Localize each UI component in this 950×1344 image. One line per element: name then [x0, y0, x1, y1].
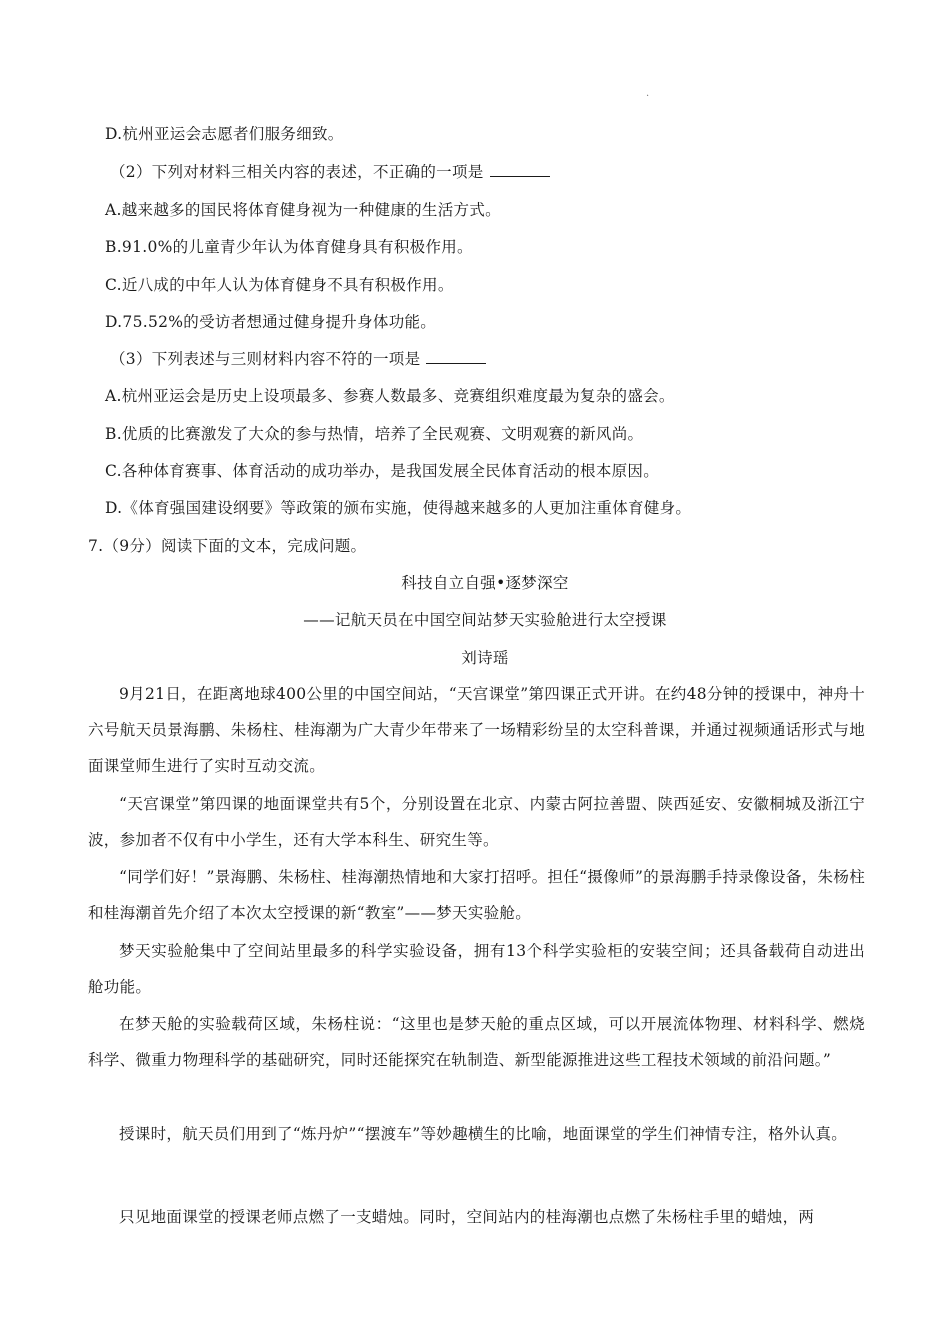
article-paragraph: 梦天实验舱集中了空间站里最多的科学实验设备，拥有13个科学实验柜的安装空间；还具备载荷自动进出舱功能。: [88, 942, 865, 996]
q6-sub3-stem-text: （3）下列表述与三则材料内容不符的一项是: [110, 350, 421, 368]
q6-sub2-option-c: C.近八成的中年人认为体育健身不具有积极作用。: [105, 276, 454, 294]
q6-sub2-stem: [110, 162, 870, 182]
answer-blank: [426, 349, 486, 364]
article-author: 刘诗瑶: [461, 649, 509, 667]
article-paragraph: 在梦天舱的实验载荷区域，朱杨柱说：“这里也是梦天舱的重点区域，可以开展流体物理、材料科学、燃烧科学、微重力物理科学的基础研究，同时还能探究在轨制造、新型能源推进这些工程技术领域的前沿问题。”: [88, 1015, 865, 1069]
q6-sub3-option-a: A.杭州亚运会是历史上设项最多、参赛人数最多、竞赛组织难度最为复杂的盛会。: [105, 387, 675, 405]
q6-sub2-option-b: B.91.0%的儿童青少年认为体育健身具有积极作用。: [105, 238, 473, 256]
q6-sub3-option-c: C.各种体育赛事、体育活动的成功举办，是我国发展全民体育活动的根本原因。: [105, 462, 660, 480]
header-mark: .: [646, 88, 650, 99]
q6-prev-option-d: D.杭州亚运会志愿者们服务细致。: [105, 125, 344, 143]
article-paragraph: “天宫课堂”第四课的地面课堂共有5个，分别设置在北京、内蒙古阿拉善盟、陕西延安、安徽桐城及浙江宁波，参加者不仅有中小学生，还有大学本科生、研究生等。: [88, 795, 865, 849]
q6-sub2-stem-text: （2）下列对材料三相关内容的表述，不正确的一项是: [110, 163, 484, 181]
article-paragraph: 9月21日，在距离地球400公里的中国空间站，“天宫课堂”第四课正式开讲。在约48分钟的授课中，神舟十六号航天员景海鹏、朱杨柱、桂海潮为广大青少年带来了一场精彩纷呈的太空科普课，并通过视频通话形式与地面课堂师生进行了实时互动交流。: [88, 685, 865, 775]
article-paragraph: 只见地面课堂的授课老师点燃了一支蜡烛。同时，空间站内的桂海潮也点燃了朱杨柱手里的蜡烛，两: [119, 1208, 815, 1226]
article-subtitle: ——记航天员在中国空间站梦天实验舱进行太空授课: [303, 611, 667, 629]
q6-sub3-option-d: D.《体育强国建设纲要》等政策的颁布实施，使得越来越多的人更加注重体育健身。: [105, 499, 692, 517]
q7-stem: 7.（9分）阅读下面的文本，完成问题。: [88, 537, 367, 555]
q6-sub3-stem: [110, 349, 870, 369]
article-paragraph: “同学们好！”景海鹏、朱杨柱、桂海潮热情地和大家打招呼。担任“摄像师”的景海鹏手持录像设备，朱杨柱和桂海潮首先介绍了本次太空授课的新“教室”——梦天实验舱。: [88, 868, 865, 922]
q6-sub2-option-a: A.越来越多的国民将体育健身视为一种健康的生活方式。: [105, 201, 501, 219]
answer-blank: [490, 162, 550, 177]
article-title: 科技自立自强•逐梦深空: [401, 574, 569, 592]
q6-sub3-option-b: B.优质的比赛激发了大众的参与热情，培养了全民观赛、文明观赛的新风尚。: [105, 425, 644, 443]
article-paragraph: 授课时，航天员们用到了“炼丹炉”“摆渡车”等妙趣横生的比喻，地面课堂的学生们神情专注，格外认真。: [119, 1125, 848, 1143]
q6-sub2-option-d: D.75.52%的受访者想通过健身提升身体功能。: [105, 313, 437, 331]
